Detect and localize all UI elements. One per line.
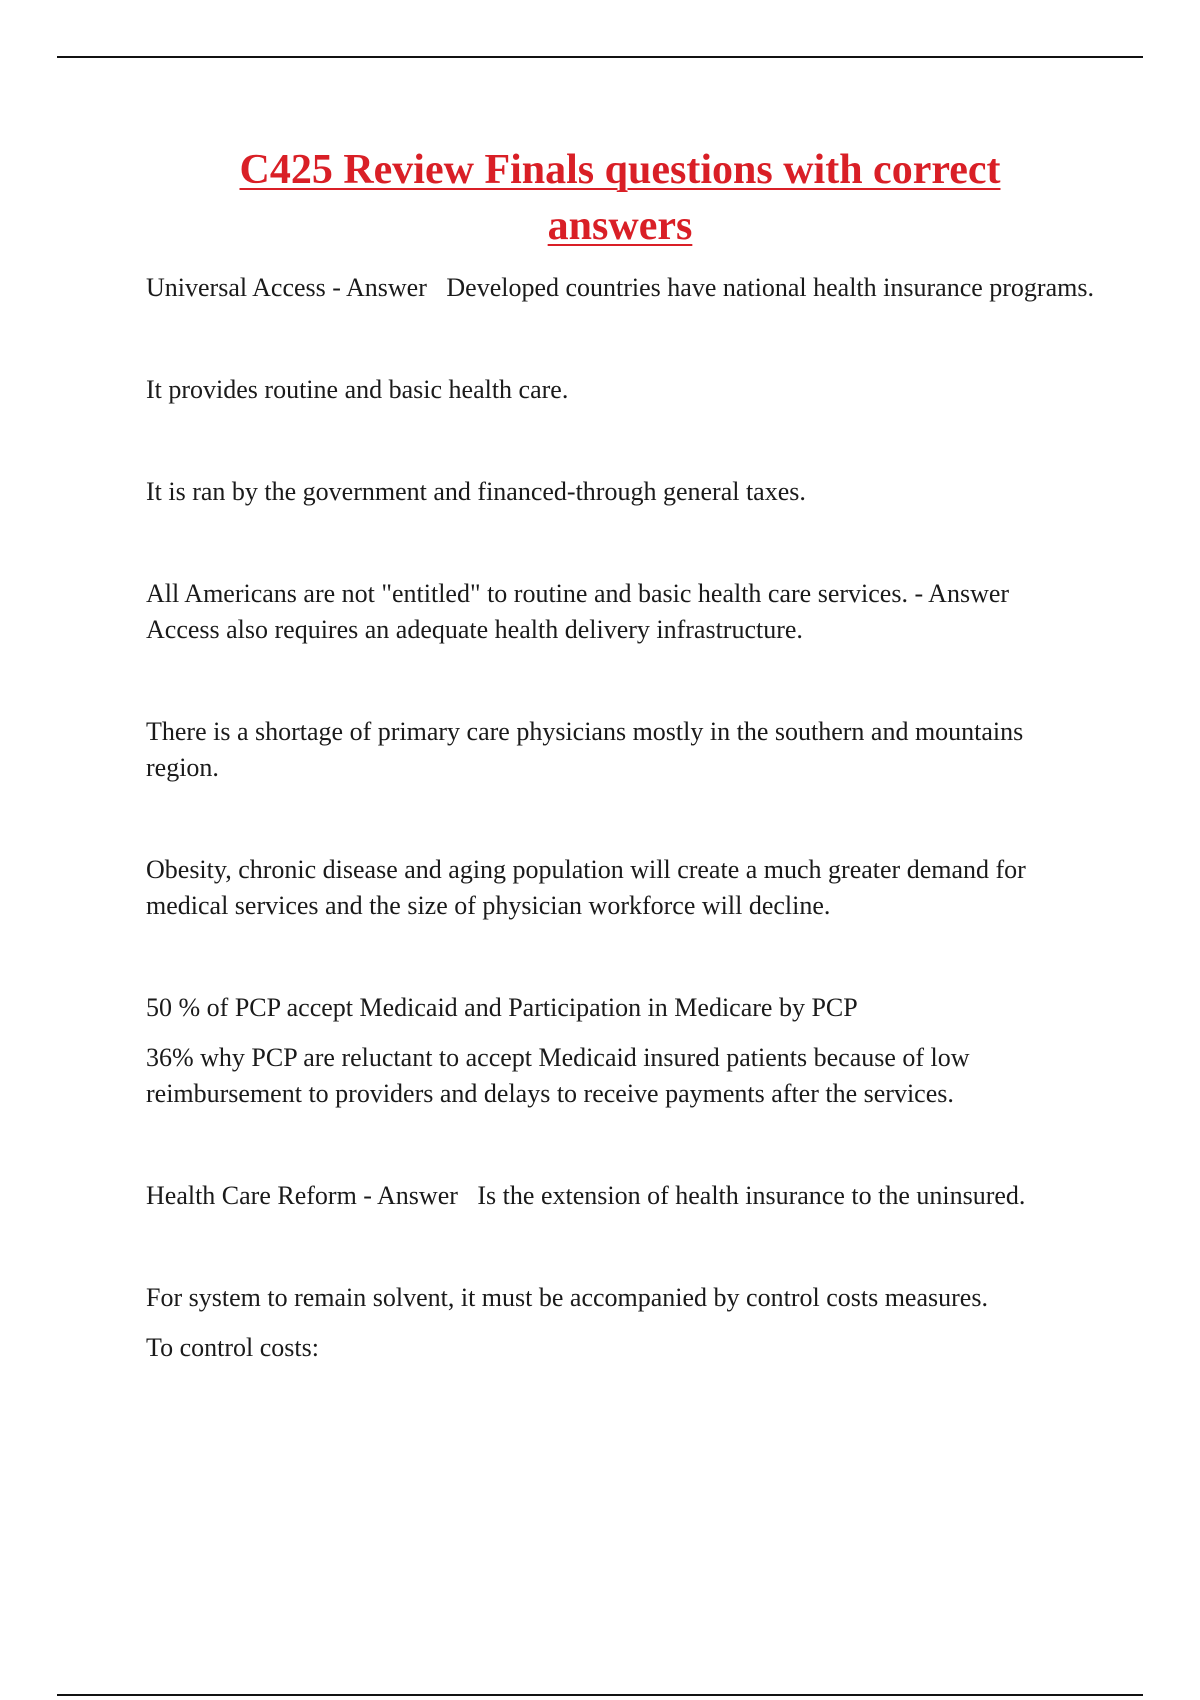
- paragraph-routine-care: It provides routine and basic health care.: [146, 375, 569, 404]
- paragraph-health-care-reform: Health Care Reform - Answer Is the extension of health insurance to the uninsured.: [146, 1181, 1026, 1210]
- paragraph-physician-shortage: There is a shortage of primary care physicians mostly in the southern and mountains region.: [146, 717, 1024, 782]
- document-body: [146, 270, 1096, 1366]
- header-rule: [57, 56, 1143, 58]
- paragraph-government-financed: It is ran by the government and financed-through general taxes.: [146, 477, 806, 506]
- paragraph-universal-access: Universal Access - Answer Developed countries have national health insurance programs.: [146, 273, 1094, 302]
- paragraph-pcp-medicaid: 50 % of PCP accept Medicaid and Participation in Medicare by PCP: [146, 993, 858, 1022]
- document-title: C425 Review Finals questions with correct answers: [239, 147, 1001, 249]
- paragraph-not-entitled: All Americans are not "entitled" to routine and basic health care services. - Answer Access also requires an adequate health delivery infrastructure.: [146, 579, 1028, 644]
- paragraph-control-costs: To control costs:: [146, 1333, 319, 1362]
- paragraph-obesity-demand: Obesity, chronic disease and aging population will create a much greater demand for medical services and the size of physician workforce will decline.: [146, 855, 1026, 920]
- paragraph-pcp-reluctant: 36% why PCP are reluctant to accept Medicaid insured patients because of low reimbursement to providers and delays to receive payments after the services.: [146, 1043, 970, 1108]
- footer-rule: [57, 1694, 1143, 1696]
- paragraph-system-solvent: For system to remain solvent, it must be accompanied by control costs measures.: [146, 1283, 988, 1312]
